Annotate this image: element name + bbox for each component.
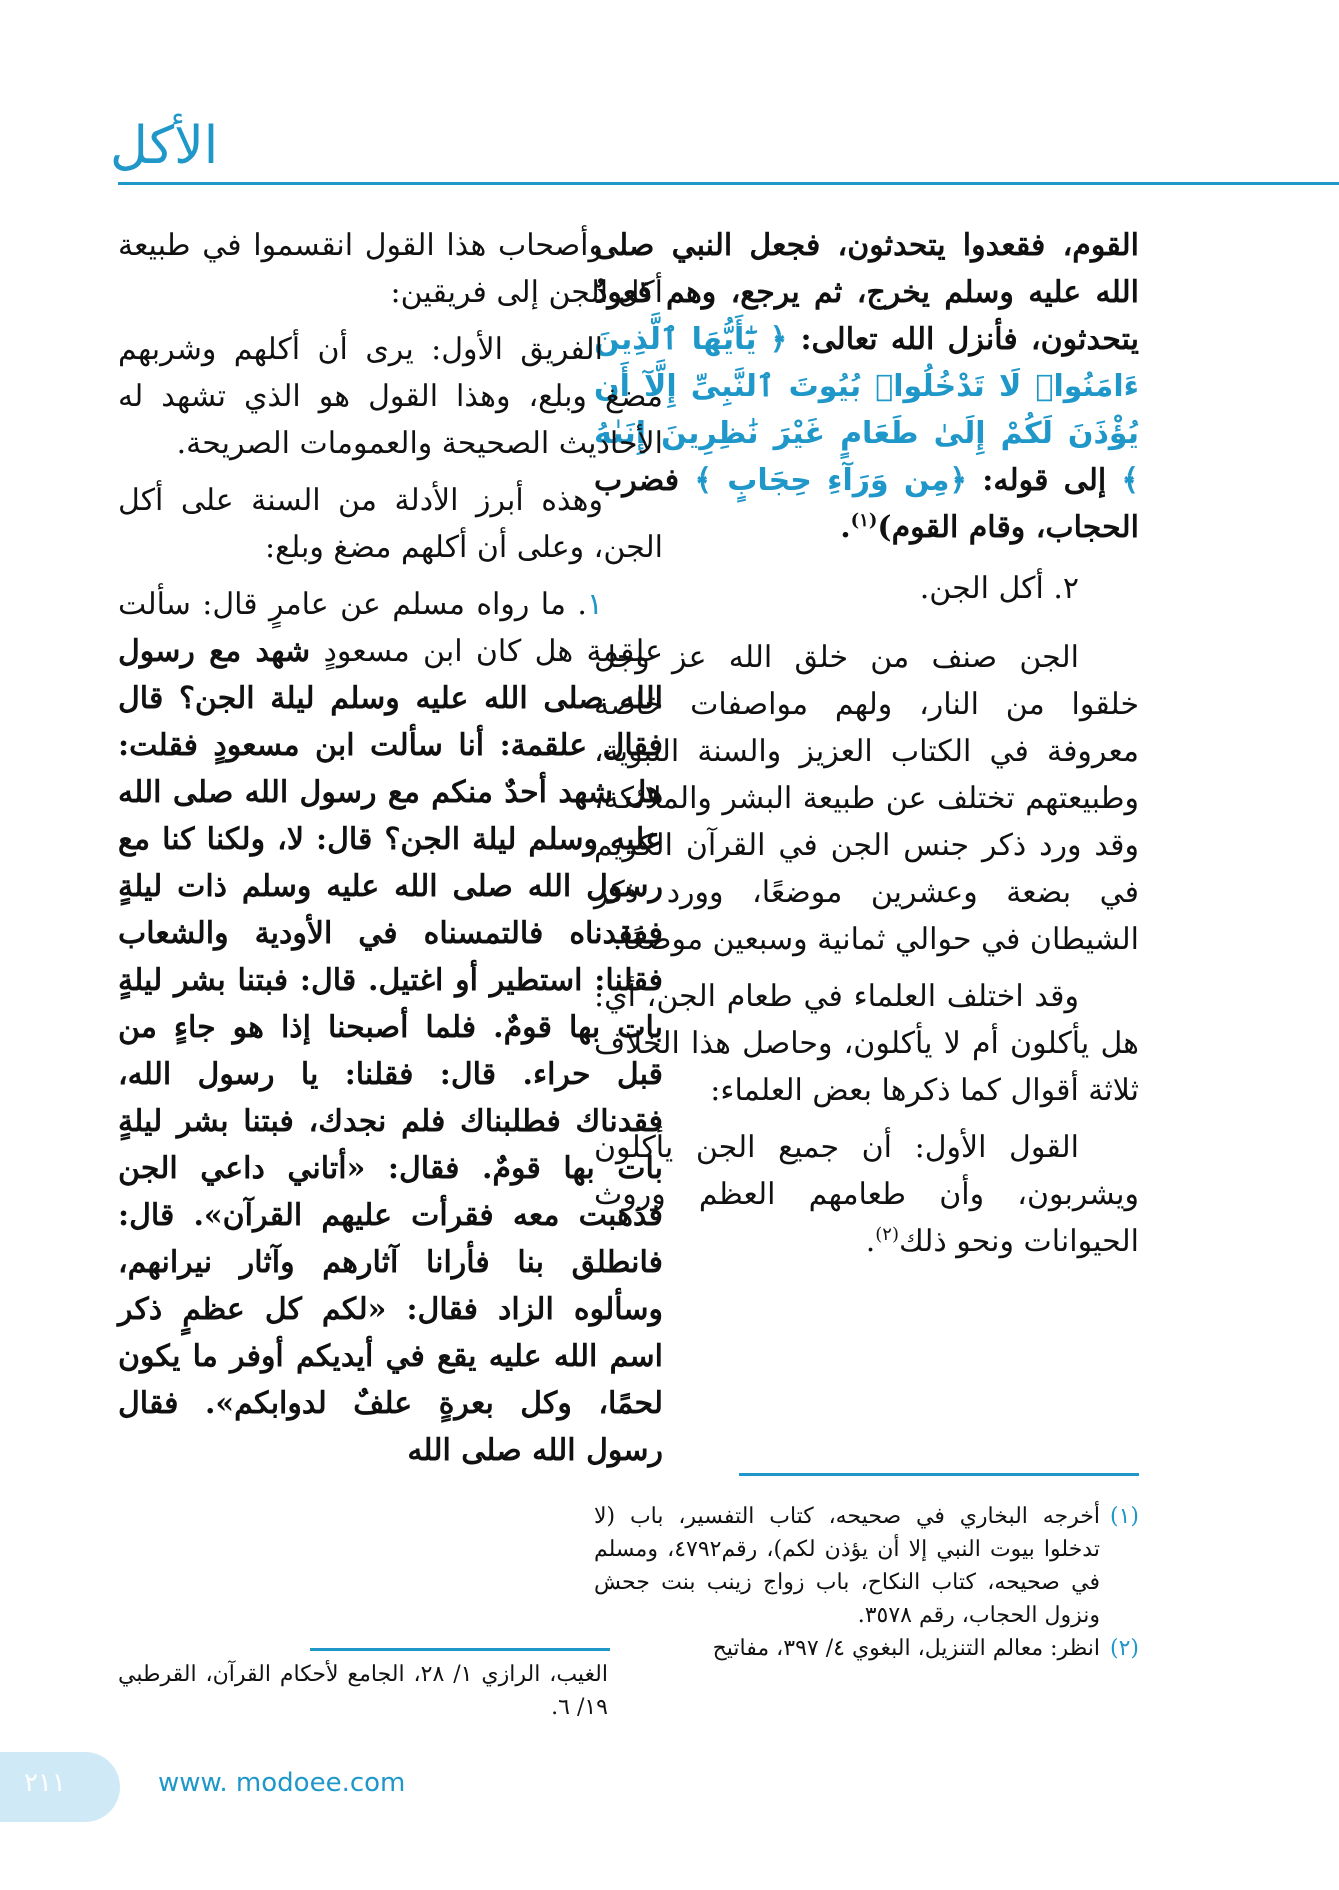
footnote-number: (١)	[1109, 1504, 1139, 1529]
footnote-continuation	[118, 1658, 608, 1724]
footnote-ref[interactable]: (١)	[850, 510, 878, 531]
text-run: إلى قوله:	[967, 463, 1122, 498]
right-column	[594, 222, 1139, 1275]
section-heading: ٢. أكل الجن.	[919, 571, 1079, 606]
website-link[interactable]: www. modoee.com	[158, 1768, 406, 1798]
text-run: فضرب الحجاب، وقام القوم)	[594, 463, 1139, 545]
footnote-divider	[739, 1473, 1139, 1476]
footnotes	[594, 1500, 1139, 1665]
footnote-text: الغيب، الرازي ١/ ٢٨، الجامع لأحكام القرآن، القرطبي ١٩/ ٦.	[118, 1662, 608, 1720]
footnote-text: انظر: معالم التنزيل، البغوي ٤/ ٣٩٧، مفاتيح	[712, 1636, 1100, 1661]
text-run: . ما رواه مسلم عن عامرٍ قال: سألت علقمة هل كان ابن مسعودٍ	[118, 587, 663, 669]
text-run: القوم، فقعدوا يتحدثون، فجعل النبي صلى الله عليه وسلم يخرج، ثم يرجع، وهم قعودٌ يتحدثون، فأنزل الله تعالى:	[594, 228, 1139, 357]
paragraph	[594, 222, 1139, 551]
list-number: ١	[586, 587, 603, 622]
paragraph: وقد اختلف العلماء في طعام الجن، أي: هل يأكلون أم لا يأكلون، وحاصل هذا الخلاف ثلاثة أقوال كما ذكرها بعض العلماء:	[594, 979, 1139, 1108]
text-run: القول الأول: أن جميع الجن يأكلون ويشربون، وأن طعامهم العظم وروث الحيوانات ونحو ذلك	[594, 1130, 1139, 1259]
quran-verse: ﴿مِن وَرَآءِ حِجَابٍ ﴾	[694, 463, 968, 498]
footnote-divider	[310, 1648, 610, 1651]
quran-verse: ﴿ يَٰٓأَيُّهَا ٱلَّذِينَ ءَامَنُوا۟ لَا تَدْخُلُوا۟ بُيُوتَ ٱلنَّبِىِّ إِلَّآ أَن يُؤْذَنَ لَكُمْ إِلَىٰ طَعَامٍ غَيْرَ نَٰظِرِينَ إِنَىٰهُ ﴾	[594, 322, 1139, 498]
text-run: .	[865, 1224, 876, 1259]
page-number: ٢١١	[24, 1768, 66, 1798]
footnote-number: (٢)	[1109, 1636, 1139, 1661]
paragraph: الفريق الأول: يرى أن أكلهم وشربهم مضغ وبلع، وهذا القول هو الذي تشهد له الأحاديث الصحيحة والعمومات الصريحة.	[118, 332, 663, 461]
footnote-text: أخرجه البخاري في صحيحه، كتاب التفسير، باب (لا تدخلوا بيوت النبي إلا أن يؤذن لكم)، رقم٤٧٩٢، ومسلم في صحيحه، كتاب النكاح، باب زواج زينب بنت جحش ونزول الحجاب، رقم ٣٥٧٨.	[594, 1504, 1100, 1628]
text-run: .	[840, 510, 851, 545]
paragraph: وأصحاب هذا القول انقسموا في طبيعة أكل الجن إلى فريقين:	[118, 228, 663, 310]
left-column	[118, 222, 663, 1484]
footnote	[594, 1632, 1139, 1665]
header-divider	[118, 182, 1339, 185]
paragraph	[594, 1124, 1139, 1265]
paragraph: وهذه أبرز الأدلة من السنة على أكل الجن، وعلى أن أكلهم مضغ وبلع:	[118, 483, 663, 565]
paragraph: الجن صنف من خلق الله عز وجل خلقوا من النار، ولهم مواصفات خاصة معروفة في الكتاب العزيز والسنة النبوية، وطبيعتهم تختلف عن طبيعة البشر والملائكة، وقد ورد ذكر جنس الجن في القرآن الكريم في بضعة وعشرين موضعًا، وورد ذكر الشيطان في حوالي ثمانية وسبعين موضعًا.	[594, 640, 1139, 957]
chapter-title: الأكل	[110, 116, 219, 176]
hadith-text: شهد مع رسول الله صلى الله عليه وسلم ليلة الجن؟ قال فقال علقمة: أنا سألت ابن مسعودٍ فقلت: هل شهد أحدٌ منكم مع رسول الله صلى الله عليه وسلم ليلة الجن؟ قال: لا، ولكنا كنا مع رسول الله صلى الله عليه وسلم ذات ليلةٍ ففقدناه فالتمسناه في الأودية والشعاب فقلنا: استطير أو اغتيل. قال: فبتنا بشر ليلةٍ بات بها قومٌ. فلما أصبحنا إذا هو جاءٍ من قبل حراء. قال: فقلنا: يا رسول الله، فقدناك فطلبناك فلم نجدك، فبتنا بشر ليلةٍ بات بها قومٌ. فقال: «أتاني داعي الجن فذهبت معه فقرأت عليهم القرآن». قال: فانطلق بنا فأرانا آثارهم وآثار نيرانهم، وسألوه الزاد فقال: «لكم كل عظمٍ ذكر اسم الله عليه يقع في أيديكم أوفر ما يكون لحمًا، وكل بعرةٍ علفٌ لدوابكم». فقال رسول الله صلى الله	[118, 634, 663, 1468]
footnote	[594, 1500, 1139, 1632]
paragraph	[118, 581, 663, 1474]
footnote-ref[interactable]: (٢)	[875, 1224, 899, 1245]
